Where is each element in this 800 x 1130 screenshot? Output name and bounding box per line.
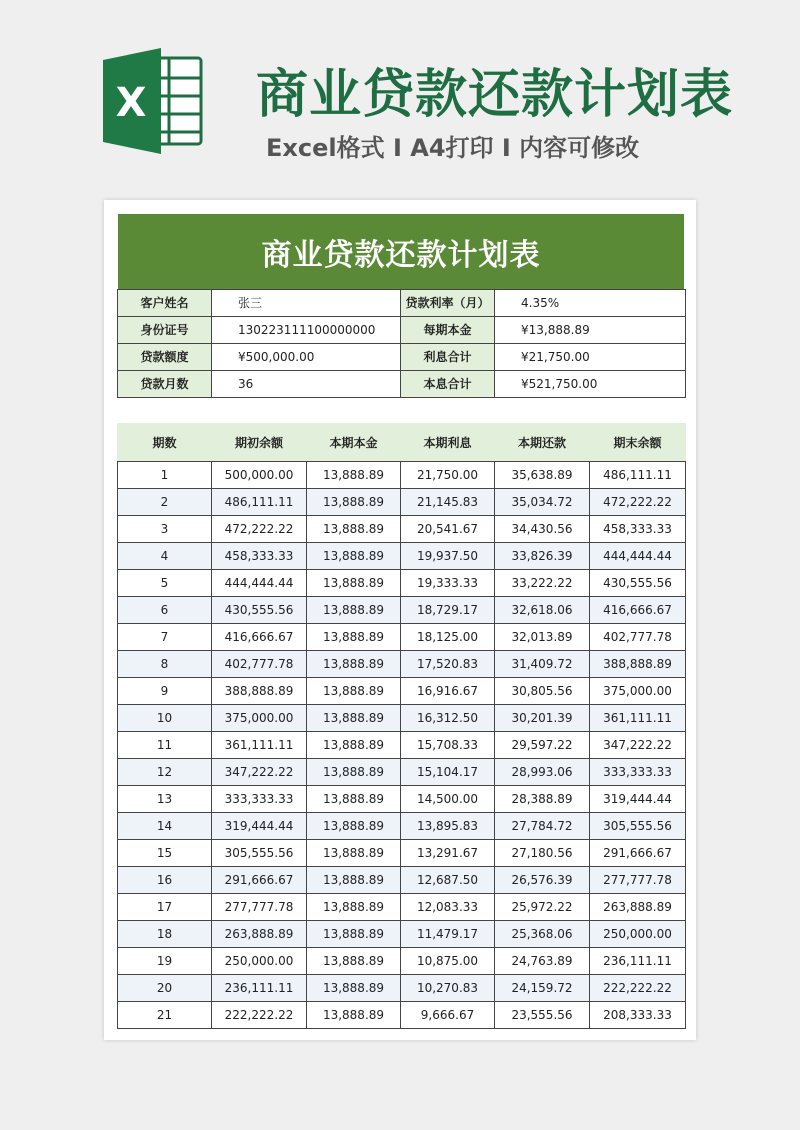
closing-balance-cell[interactable]: 402,777.78 <box>590 624 686 651</box>
payment-cell[interactable]: 30,805.56 <box>495 678 590 705</box>
principal-cell[interactable]: 13,888.89 <box>307 597 401 624</box>
payment-cell[interactable]: 34,430.56 <box>495 516 590 543</box>
interest-cell[interactable]: 20,541.67 <box>401 516 495 543</box>
principal-cell[interactable]: 13,888.89 <box>307 759 401 786</box>
principal-cell[interactable]: 13,888.89 <box>307 867 401 894</box>
customer-name-label: 客户姓名 <box>118 290 212 317</box>
payment-cell[interactable]: 23,555.56 <box>495 1002 590 1029</box>
id-number-label: 身份证号 <box>118 317 212 344</box>
principal-cell[interactable]: 13,888.89 <box>307 705 401 732</box>
schedule-header-row <box>118 423 686 462</box>
interest-cell[interactable]: 16,916.67 <box>401 678 495 705</box>
closing-balance-cell[interactable]: 277,777.78 <box>590 867 686 894</box>
interest-cell[interactable]: 19,333.33 <box>401 570 495 597</box>
interest-cell[interactable]: 16,312.50 <box>401 705 495 732</box>
opening-balance-cell[interactable]: 250,000.00 <box>212 948 307 975</box>
interest-cell[interactable]: 12,687.50 <box>401 867 495 894</box>
principal-cell[interactable]: 13,888.89 <box>307 948 401 975</box>
customer-info-table <box>117 289 686 398</box>
period-cell[interactable]: 6 <box>118 597 212 624</box>
period-cell[interactable]: 15 <box>118 840 212 867</box>
period-cell[interactable]: 21 <box>118 1002 212 1029</box>
payment-cell[interactable]: 24,159.72 <box>495 975 590 1002</box>
info-row <box>118 371 686 398</box>
total-repayment-label: 本息合计 <box>401 371 495 398</box>
closing-balance-cell[interactable]: 222,222.22 <box>590 975 686 1002</box>
opening-balance-cell[interactable]: 458,333.33 <box>212 543 307 570</box>
period-cell[interactable]: 19 <box>118 948 212 975</box>
interest-cell[interactable]: 14,500.00 <box>401 786 495 813</box>
table-row <box>118 867 686 894</box>
table-row <box>118 786 686 813</box>
column-header: 本期还款 <box>495 423 590 462</box>
logo-letter: X <box>115 80 147 126</box>
opening-balance-cell[interactable]: 347,222.22 <box>212 759 307 786</box>
period-cell[interactable]: 4 <box>118 543 212 570</box>
opening-balance-cell[interactable]: 222,222.22 <box>212 1002 307 1029</box>
principal-cell[interactable]: 13,888.89 <box>307 489 401 516</box>
principal-cell[interactable]: 13,888.89 <box>307 840 401 867</box>
table-row <box>118 732 686 759</box>
closing-balance-cell[interactable]: 361,111.11 <box>590 705 686 732</box>
payment-cell[interactable]: 24,763.89 <box>495 948 590 975</box>
payment-cell[interactable]: 25,368.06 <box>495 921 590 948</box>
interest-rate-label: 贷款利率（月） <box>401 290 495 317</box>
table-row <box>118 813 686 840</box>
interest-cell[interactable]: 18,729.17 <box>401 597 495 624</box>
period-cell[interactable]: 10 <box>118 705 212 732</box>
table-row <box>118 543 686 570</box>
payment-cell[interactable]: 28,388.89 <box>495 786 590 813</box>
info-row <box>118 317 686 344</box>
column-header: 期末余额 <box>590 423 686 462</box>
closing-balance-cell[interactable]: 291,666.67 <box>590 840 686 867</box>
opening-balance-cell[interactable]: 319,444.44 <box>212 813 307 840</box>
opening-balance-cell[interactable]: 236,111.11 <box>212 975 307 1002</box>
interest-rate-value[interactable]: 4.35% <box>495 290 686 317</box>
loan-months-label: 贷款月数 <box>118 371 212 398</box>
opening-balance-cell[interactable]: 500,000.00 <box>212 462 307 489</box>
period-cell[interactable]: 5 <box>118 570 212 597</box>
table-row <box>118 921 686 948</box>
closing-balance-cell[interactable]: 388,888.89 <box>590 651 686 678</box>
table-row <box>118 894 686 921</box>
column-header: 期初余额 <box>212 423 307 462</box>
payment-cell[interactable]: 27,180.56 <box>495 840 590 867</box>
principal-cell[interactable]: 13,888.89 <box>307 624 401 651</box>
id-number-value[interactable]: 130223111100000000 <box>212 317 401 344</box>
opening-balance-cell[interactable]: 444,444.44 <box>212 570 307 597</box>
principal-cell[interactable]: 13,888.89 <box>307 570 401 597</box>
period-cell[interactable]: 8 <box>118 651 212 678</box>
table-row <box>118 1002 686 1029</box>
total-repayment-value[interactable]: ¥521,750.00 <box>495 371 686 398</box>
total-interest-label: 利息合计 <box>401 344 495 371</box>
principal-cell[interactable]: 13,888.89 <box>307 894 401 921</box>
loan-amount-value[interactable]: ¥500,000.00 <box>212 344 401 371</box>
opening-balance-cell[interactable]: 361,111.11 <box>212 732 307 759</box>
interest-cell[interactable]: 19,937.50 <box>401 543 495 570</box>
payment-cell[interactable]: 31,409.72 <box>495 651 590 678</box>
principal-cell[interactable]: 13,888.89 <box>307 975 401 1002</box>
table-row <box>118 489 686 516</box>
interest-cell[interactable]: 13,895.83 <box>401 813 495 840</box>
table-row <box>118 948 686 975</box>
opening-balance-cell[interactable]: 305,555.56 <box>212 840 307 867</box>
info-row <box>118 290 686 317</box>
payment-cell[interactable]: 30,201.39 <box>495 705 590 732</box>
opening-balance-cell[interactable]: 430,555.56 <box>212 597 307 624</box>
table-row <box>118 759 686 786</box>
period-cell[interactable]: 1 <box>118 462 212 489</box>
total-interest-value[interactable]: ¥21,750.00 <box>495 344 686 371</box>
customer-name-value[interactable]: 张三 <box>212 290 401 317</box>
opening-balance-cell[interactable]: 402,777.78 <box>212 651 307 678</box>
opening-balance-cell[interactable]: 416,666.67 <box>212 624 307 651</box>
principal-per-period-value[interactable]: ¥13,888.89 <box>495 317 686 344</box>
interest-cell[interactable]: 15,708.33 <box>401 732 495 759</box>
opening-balance-cell[interactable]: 263,888.89 <box>212 921 307 948</box>
interest-cell[interactable]: 12,083.33 <box>401 894 495 921</box>
interest-cell[interactable]: 11,479.17 <box>401 921 495 948</box>
closing-balance-cell[interactable]: 444,444.44 <box>590 543 686 570</box>
period-cell[interactable]: 13 <box>118 786 212 813</box>
period-cell[interactable]: 16 <box>118 867 212 894</box>
payment-cell[interactable]: 35,034.72 <box>495 489 590 516</box>
column-header: 本期利息 <box>401 423 495 462</box>
opening-balance-cell[interactable]: 388,888.89 <box>212 678 307 705</box>
principal-cell[interactable]: 13,888.89 <box>307 921 401 948</box>
payment-cell[interactable]: 28,993.06 <box>495 759 590 786</box>
interest-cell[interactable]: 10,875.00 <box>401 948 495 975</box>
table-row <box>118 570 686 597</box>
payment-cell[interactable]: 33,826.39 <box>495 543 590 570</box>
table-row <box>118 651 686 678</box>
table-row <box>118 624 686 651</box>
period-cell[interactable]: 11 <box>118 732 212 759</box>
payment-cell[interactable]: 33,222.22 <box>495 570 590 597</box>
period-cell[interactable]: 12 <box>118 759 212 786</box>
interest-cell[interactable]: 18,125.00 <box>401 624 495 651</box>
loan-amount-label: 贷款额度 <box>118 344 212 371</box>
principal-cell[interactable]: 13,888.89 <box>307 813 401 840</box>
principal-cell[interactable]: 13,888.89 <box>307 1002 401 1029</box>
period-cell[interactable]: 9 <box>118 678 212 705</box>
interest-cell[interactable]: 10,270.83 <box>401 975 495 1002</box>
opening-balance-cell[interactable]: 333,333.33 <box>212 786 307 813</box>
principal-cell[interactable]: 13,888.89 <box>307 786 401 813</box>
principal-cell[interactable]: 13,888.89 <box>307 651 401 678</box>
opening-balance-cell[interactable]: 277,777.78 <box>212 894 307 921</box>
sheet-title: 商业贷款还款计划表 <box>118 214 684 290</box>
principal-cell[interactable]: 13,888.89 <box>307 678 401 705</box>
closing-balance-cell[interactable]: 333,333.33 <box>590 759 686 786</box>
principal-cell[interactable]: 13,888.89 <box>307 516 401 543</box>
opening-balance-cell[interactable]: 486,111.11 <box>212 489 307 516</box>
banner-title: 商业贷款还款计划表 <box>256 65 734 125</box>
repayment-schedule-table <box>117 423 686 1029</box>
excel-logo-icon <box>103 48 203 154</box>
period-cell[interactable]: 2 <box>118 489 212 516</box>
interest-cell[interactable]: 21,145.83 <box>401 489 495 516</box>
opening-balance-cell[interactable]: 375,000.00 <box>212 705 307 732</box>
banner-subtitle: Excel格式 I A4打印 I 内容可修改 <box>266 134 640 162</box>
interest-cell[interactable]: 21,750.00 <box>401 462 495 489</box>
principal-per-period-label: 每期本金 <box>401 317 495 344</box>
promo-banner <box>0 0 800 190</box>
period-cell[interactable]: 14 <box>118 813 212 840</box>
closing-balance-cell[interactable]: 208,333.33 <box>590 1002 686 1029</box>
closing-balance-cell[interactable]: 236,111.11 <box>590 948 686 975</box>
period-cell[interactable]: 3 <box>118 516 212 543</box>
table-row <box>118 516 686 543</box>
period-cell[interactable]: 7 <box>118 624 212 651</box>
period-cell[interactable]: 20 <box>118 975 212 1002</box>
column-header: 期数 <box>118 423 212 462</box>
table-row <box>118 975 686 1002</box>
table-row <box>118 840 686 867</box>
table-row <box>118 462 686 489</box>
principal-cell[interactable]: 13,888.89 <box>307 543 401 570</box>
closing-balance-cell[interactable]: 416,666.67 <box>590 597 686 624</box>
interest-cell[interactable]: 9,666.67 <box>401 1002 495 1029</box>
closing-balance-cell[interactable]: 486,111.11 <box>590 462 686 489</box>
column-header: 本期本金 <box>307 423 401 462</box>
closing-balance-cell[interactable]: 319,444.44 <box>590 786 686 813</box>
closing-balance-cell[interactable]: 430,555.56 <box>590 570 686 597</box>
interest-cell[interactable]: 13,291.67 <box>401 840 495 867</box>
payment-cell[interactable]: 27,784.72 <box>495 813 590 840</box>
payment-cell[interactable]: 32,618.06 <box>495 597 590 624</box>
payment-cell[interactable]: 25,972.22 <box>495 894 590 921</box>
closing-balance-cell[interactable]: 347,222.22 <box>590 732 686 759</box>
opening-balance-cell[interactable]: 291,666.67 <box>212 867 307 894</box>
principal-cell[interactable]: 13,888.89 <box>307 462 401 489</box>
loan-months-value[interactable]: 36 <box>212 371 401 398</box>
table-row <box>118 705 686 732</box>
period-cell[interactable]: 18 <box>118 921 212 948</box>
info-row <box>118 344 686 371</box>
closing-balance-cell[interactable]: 263,888.89 <box>590 894 686 921</box>
interest-cell[interactable]: 17,520.83 <box>401 651 495 678</box>
closing-balance-cell[interactable]: 472,222.22 <box>590 489 686 516</box>
payment-cell[interactable]: 26,576.39 <box>495 867 590 894</box>
table-row <box>118 678 686 705</box>
opening-balance-cell[interactable]: 472,222.22 <box>212 516 307 543</box>
payment-cell[interactable]: 29,597.22 <box>495 732 590 759</box>
payment-cell[interactable]: 32,013.89 <box>495 624 590 651</box>
closing-balance-cell[interactable]: 305,555.56 <box>590 813 686 840</box>
closing-balance-cell[interactable]: 375,000.00 <box>590 678 686 705</box>
closing-balance-cell[interactable]: 458,333.33 <box>590 516 686 543</box>
table-row <box>118 597 686 624</box>
closing-balance-cell[interactable]: 250,000.00 <box>590 921 686 948</box>
period-cell[interactable]: 17 <box>118 894 212 921</box>
payment-cell[interactable]: 35,638.89 <box>495 462 590 489</box>
interest-cell[interactable]: 15,104.17 <box>401 759 495 786</box>
principal-cell[interactable]: 13,888.89 <box>307 732 401 759</box>
